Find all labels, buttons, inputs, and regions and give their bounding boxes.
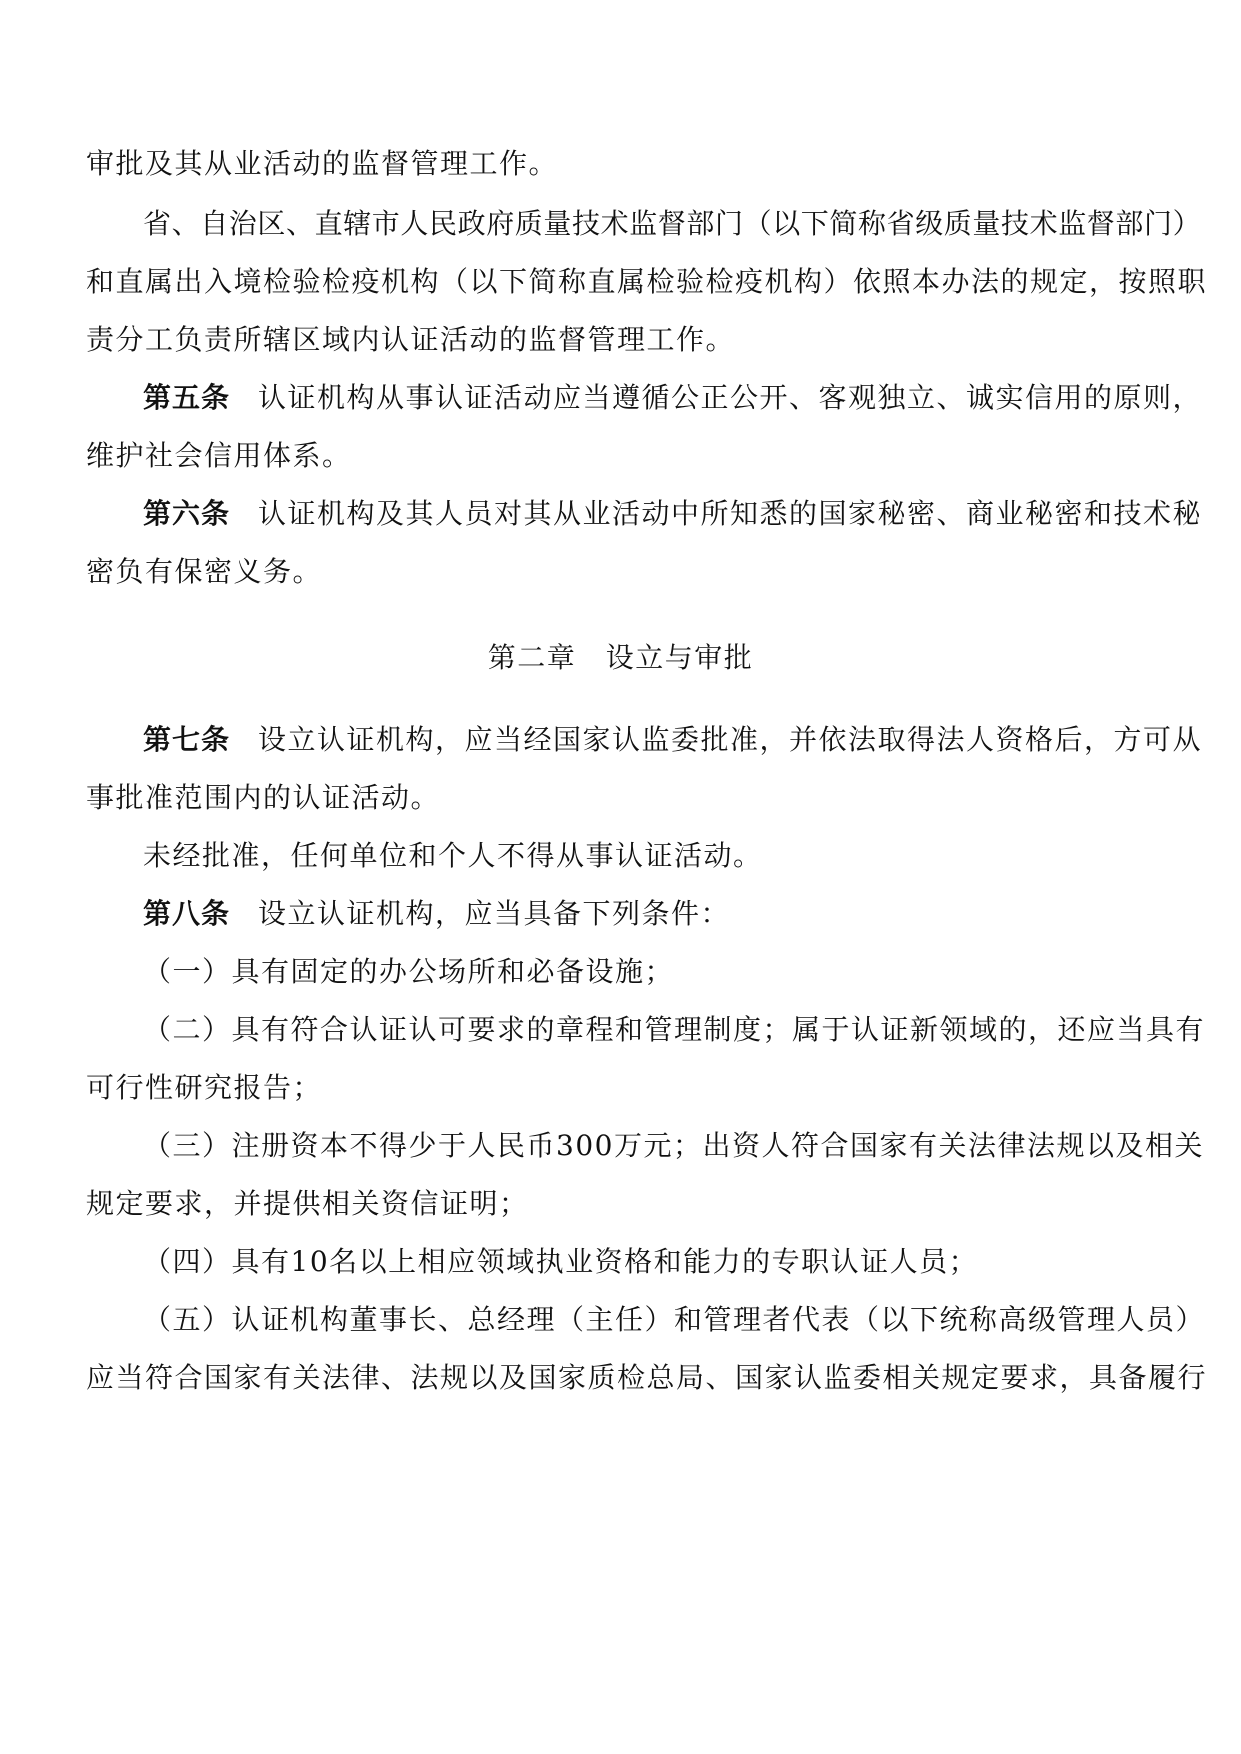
paragraph-line: 密负有保密义务。 (86, 555, 323, 588)
list-item-4: （四）具有10名以上相应领域执业资格和能力的专职认证人员； (143, 1245, 979, 1278)
article-text: 认证机构从事认证活动应当遵循公正公开、客观独立、诚实信用的原则， (258, 381, 1203, 414)
paragraph-line: 事批准范围内的认证活动。 (86, 781, 441, 814)
list-item-1: （一）具有固定的办公场所和必备设施； (143, 955, 675, 988)
article-8-line (0, 894, 1241, 934)
paragraph-line: 规定要求，并提供相关资信证明； (86, 1187, 529, 1220)
paragraph-line: 责分工负责所辖区域内认证活动的监督管理工作。 (86, 323, 736, 356)
paragraph-line: 未经批准，任何单位和个人不得从事认证活动。 (143, 839, 763, 872)
paragraph-line: 应当符合国家有关法律、法规以及国家质检总局、国家认监委相关规定要求，具备履行 (86, 1361, 1208, 1394)
paragraph-line: 省、自治区、直辖市人民政府质量技术监督部门（以下简称省级质量技术监督部门） (143, 207, 1202, 240)
chapter-title: 第二章 设立与审批 (487, 641, 754, 674)
list-item-5: （五）认证机构董事长、总经理（主任）和管理者代表（以下统称高级管理人员） (143, 1303, 1206, 1336)
article-text: 认证机构及其人员对其从业活动中所知悉的国家秘密、商业秘密和技术秘 (258, 497, 1203, 530)
article-heading: 第七条 (143, 723, 231, 756)
paragraph-line: 审批及其从业活动的监督管理工作。 (86, 147, 559, 180)
article-text: 设立认证机构，应当具备下列条件： (258, 897, 731, 930)
paragraph-line: 和直属出入境检验检疫机构（以下简称直属检验检疫机构）依照本办法的规定，按照职 (86, 265, 1208, 298)
list-item-2: （二）具有符合认证认可要求的章程和管理制度；属于认证新领域的，还应当具有 (143, 1013, 1206, 1046)
paragraph-line: 可行性研究报告； (86, 1071, 323, 1104)
article-heading: 第六条 (143, 497, 231, 530)
article-7-line (0, 720, 1241, 760)
list-item-3: （三）注册资本不得少于人民币300万元；出资人符合国家有关法律法规以及相关 (143, 1129, 1204, 1162)
article-6-line (0, 494, 1241, 534)
article-text: 设立认证机构，应当经国家认监委批准，并依法取得法人资格后，方可从 (258, 723, 1203, 756)
article-5-line (0, 378, 1241, 418)
paragraph-line: 维护社会信用体系。 (86, 439, 352, 472)
article-heading: 第五条 (143, 381, 231, 414)
article-heading: 第八条 (143, 897, 231, 930)
